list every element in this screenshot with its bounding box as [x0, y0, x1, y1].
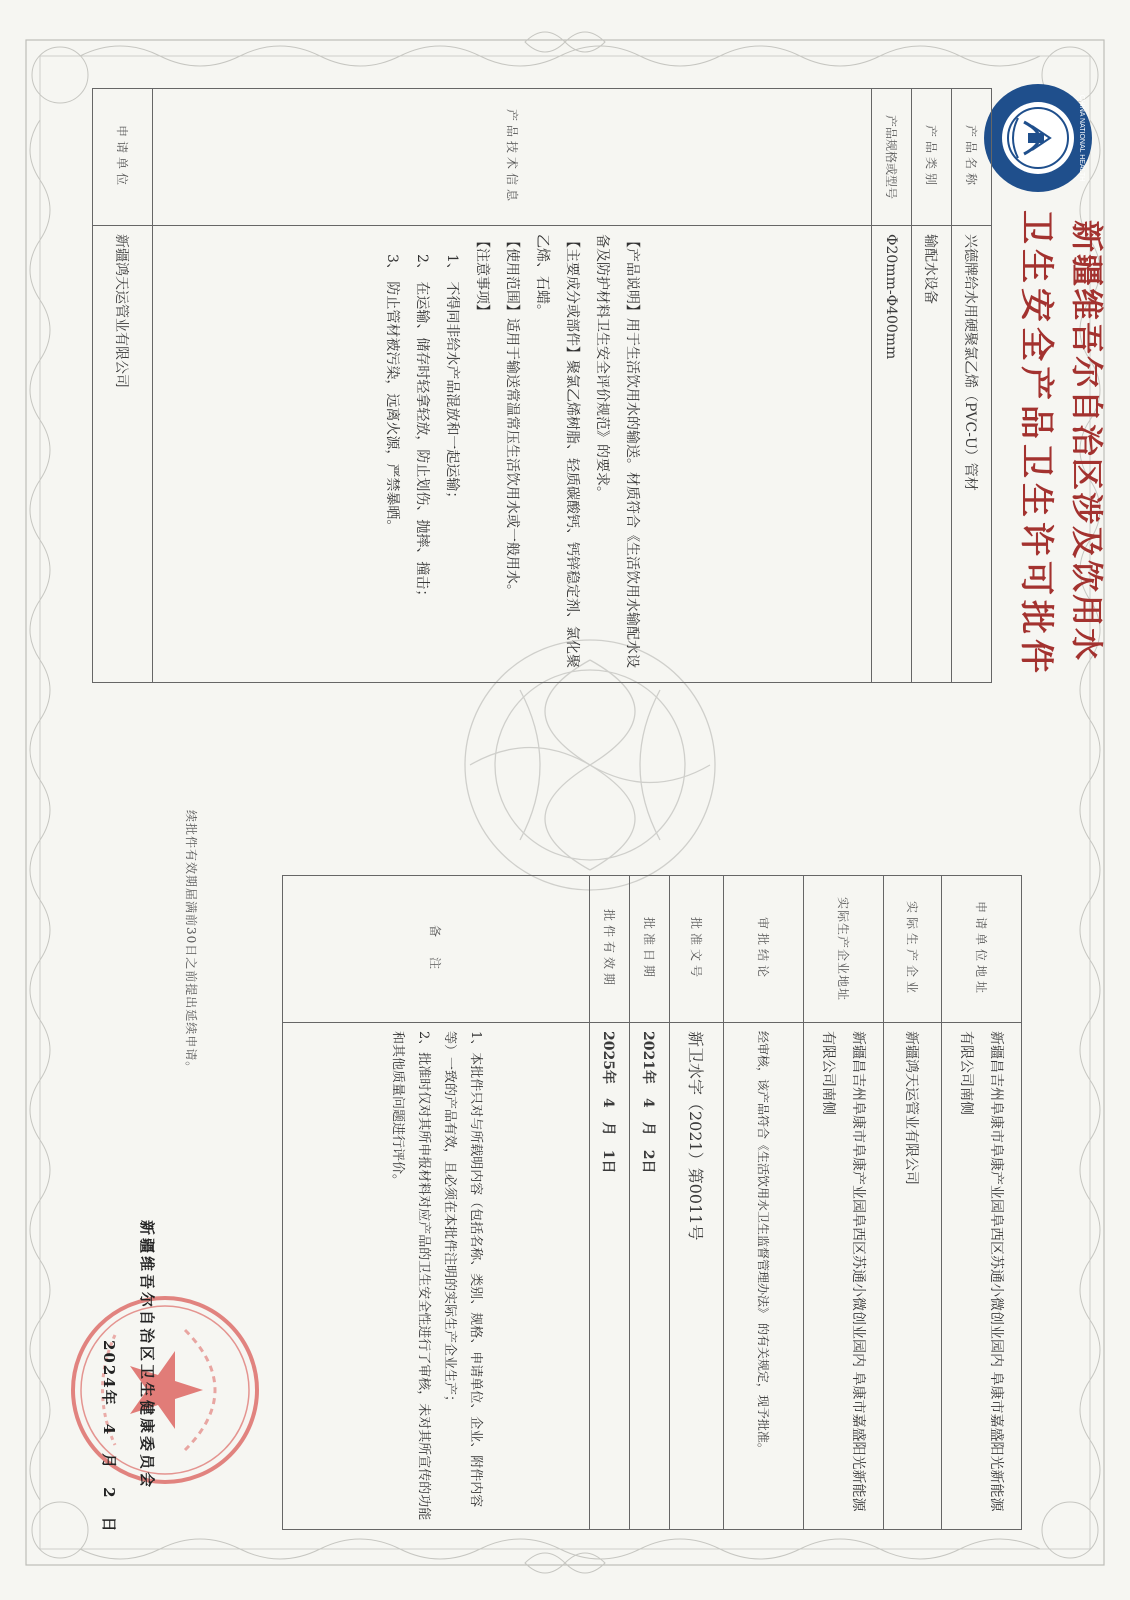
tech-composition: 【主要成分或部件】聚氯乙烯树脂、轻质碳酸钙、钙锌稳定剂、氯化聚乙烯、石蜡。 — [534, 234, 580, 668]
approval-date-label: 批准日期 — [630, 876, 670, 1023]
tech-description: 【产品说明】用于生活饮用水的输送。材质符合《生活饮用水输配水设备及防护材料卫生安全评价规范》的要求。 — [594, 234, 640, 668]
producer-address-label: 实际生产企业地址 — [804, 876, 884, 1023]
official-stamp-icon — [65, 1290, 265, 1490]
page-subtitle: 卫生安全产品卫生许可批件 — [1016, 210, 1056, 678]
actual-producer-label: 实际生产企业 — [884, 876, 942, 1023]
product-category: 输配水设备 — [912, 226, 952, 683]
remarks-block — [283, 1023, 590, 1530]
right-info-table — [282, 875, 1022, 1530]
issue-date: 2024年 4 月 2 日 — [100, 1340, 118, 1534]
page-title: 新疆维吾尔自治区涉及饮用水 — [1068, 220, 1106, 663]
notes-heading: 【注意事项】 — [474, 234, 490, 318]
product-category-label: 产品类别 — [912, 89, 952, 226]
review-label: 审批结论 — [724, 876, 804, 1023]
note-item: 1、 不得同非给水产品混放和一起运输； — [444, 254, 460, 506]
tech-info-label: 产品技术信息 — [153, 89, 872, 226]
applicant-address-label: 申请单位地址 — [942, 876, 1022, 1023]
remark-item: 2、批准时仅对其所申报材料对应产品的卫生安全性进行了审核，未对其所宣传的功能和其他质量问题进行评价。 — [390, 1031, 431, 1521]
applicant-address: 新疆昌吉州阜康市阜康产业园阜西区苏通小微创业园内 阜康市嘉盛阳光新能源有限公司南侧 — [942, 1023, 1022, 1530]
remarks-label: 备 注 — [283, 876, 590, 1023]
product-name-label: 产品名称 — [952, 89, 992, 226]
spec-label: 产品规格或型号 — [872, 89, 912, 226]
approval-no-label: 批准文号 — [670, 876, 724, 1023]
issuer-name: 新疆维吾尔自治区卫生健康委员会 — [138, 1220, 156, 1491]
renewal-footnote: 续批件有效期届满前30日之前提出延续申请。 — [184, 810, 198, 1075]
tech-scope: 【使用范围】适用于输送常温常压生活饮用水或一般用水。 — [504, 234, 520, 598]
product-spec: Φ20mm-Φ400mm — [872, 226, 912, 683]
remark-item: 1、本批件只对与所载明内容（包括名称、类别、规格、申请单位、企业、附件内容等）一致的产品有效，且必须在本批件注明的实际生产企业生产； — [442, 1031, 483, 1508]
valid-until-label: 批件有效期 — [590, 876, 630, 1023]
national-health-emblem-icon — [982, 82, 1094, 194]
note-item: 3、 防止管材被污染，远离火源，严禁暴晒。 — [384, 254, 400, 534]
left-info-table — [92, 88, 992, 683]
note-item: 2、 在运输、储存时轻拿轻放，防止划伤、抛摔、撞击； — [414, 254, 430, 604]
tech-info-block — [153, 226, 872, 683]
approval-date: 2021年 4 月 2日 — [630, 1023, 670, 1530]
applicant-label: 申请单位 — [93, 89, 153, 226]
product-name: 兴德牌给水用硬聚氯乙烯（PVC-U）管材 — [952, 226, 992, 683]
approval-number: 新卫水字（2021）第0011号 — [670, 1023, 724, 1530]
seal-ring-text: CHINA NATIONAL HEALTH — [1078, 94, 1085, 182]
actual-producer: 新疆鸿天运管业有限公司 — [884, 1023, 942, 1530]
valid-until: 2025年 4 月 1日 — [590, 1023, 630, 1530]
producer-address: 新疆昌吉州阜康市阜康产业园阜西区苏通小微创业园内 阜康市嘉盛阳光新能源有限公司南侧 — [804, 1023, 884, 1530]
review-conclusion: 经审核，该产品符合《生活饮用水卫生监督管理办法》 的有关规定，现予批准。 — [724, 1023, 804, 1530]
applicant-name: 新疆鸿天运管业有限公司 — [93, 226, 153, 683]
